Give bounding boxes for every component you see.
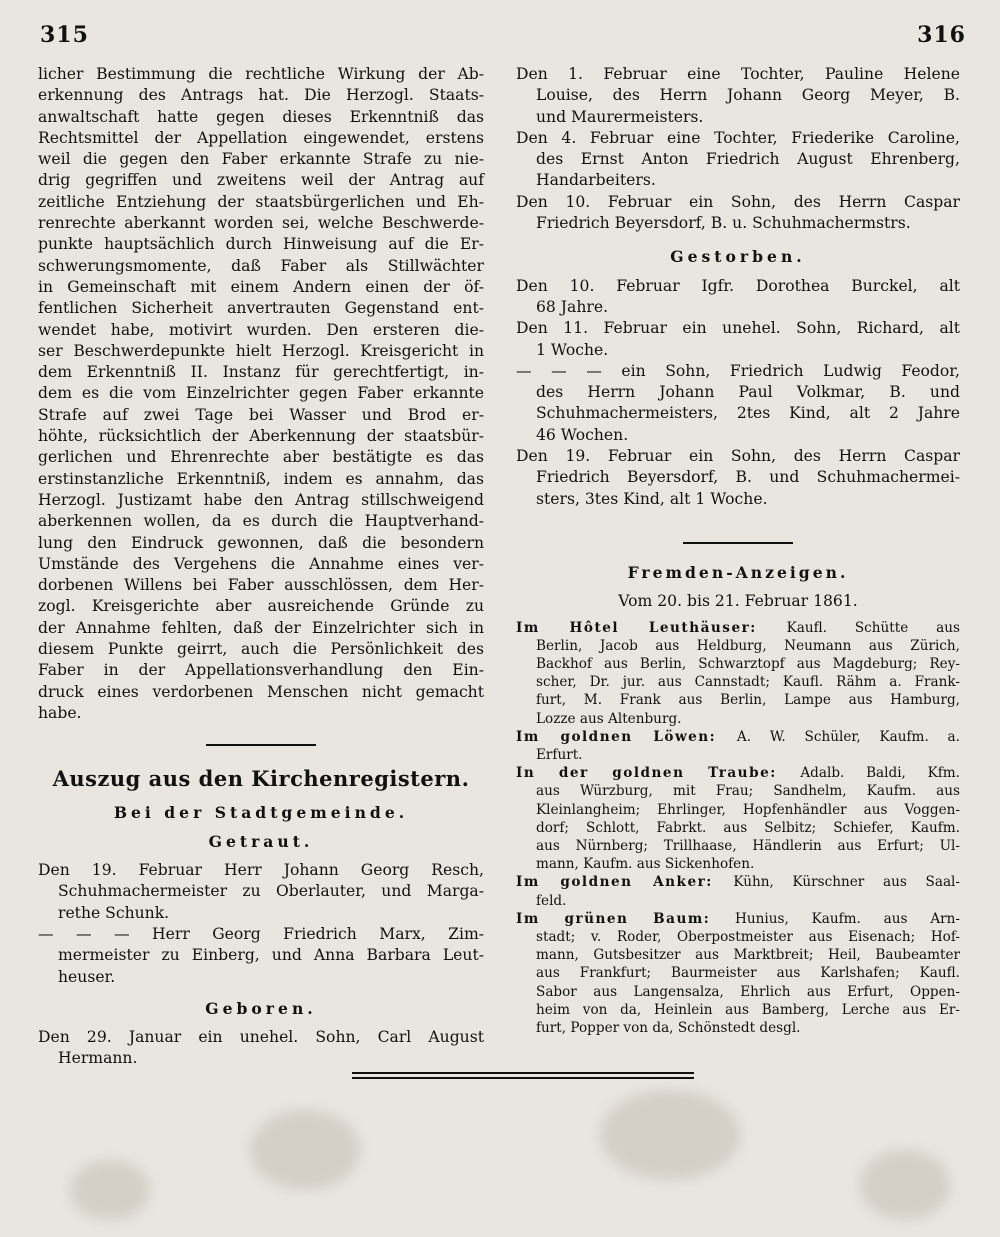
- entry-line: Den 10. Februar Igfr. Dorothea Burckel, alt: [516, 276, 960, 295]
- birth-entry: [516, 192, 960, 235]
- birth-entry: [516, 64, 960, 128]
- paragraph-line: fentlichen Sicherheit anvertrauten Gegenstand ent-: [38, 299, 484, 318]
- entry-line: mermeister zu Einberg, und Anna Barbara Leut-: [58, 946, 484, 965]
- entry-line: Den 4. Februar eine Tochter, Friederike Caroline,: [516, 128, 960, 147]
- page-number-right: 316: [917, 22, 966, 48]
- marriage-entry: [38, 860, 484, 924]
- page-number-left: 315: [40, 22, 89, 48]
- paragraph-line: zogl. Kreisgerichte aber ausreichende Gründe zu: [38, 597, 484, 616]
- entry-line: heuser.: [58, 967, 116, 986]
- paragraph-line: licher Bestimmung die rechtliche Wirkung der Ab-: [38, 65, 484, 83]
- paragraph-line: Umstände des Vergehens die Annahme eines ver-: [38, 554, 484, 573]
- hotel-guest-line: Sabor aus Langensalza, Ehrlich aus Erfurt, Oppen-: [536, 983, 960, 1000]
- court-report-paragraph: [38, 64, 484, 724]
- married-list: [38, 860, 484, 988]
- hotel-guest-line: mann, Kaufm. aus Sickenhofen.: [536, 856, 755, 873]
- hotel-entry: [516, 873, 960, 909]
- hotel-guest-line: Kleinlangheim; Ehrlinger, Hopfenhändler aus Voggen-: [536, 801, 960, 818]
- paragraph-line: aberkennen wollen, da es durch die Hauptverhand-: [38, 512, 484, 531]
- paragraph-line: dem es die vom Einzelrichter gegen Faber erkannte: [38, 384, 484, 403]
- paragraph-line: erstinstanzliche Erkenntniß, indem es annahm, das: [38, 469, 484, 488]
- paragraph-line: punkte hauptsächlich durch Hinweisung auf die Er-: [38, 235, 484, 254]
- hotel-guest-line: dorf; Schlott, Fabrkt. aus Selbitz; Schiefer, Kaufm.: [536, 819, 960, 836]
- paragraph-line: habe.: [38, 703, 82, 722]
- entry-line: sters, 3tes Kind, alt 1 Woche.: [536, 489, 768, 508]
- paragraph-line: weil die gegen den Faber erkannte Strafe zu nie-: [38, 150, 484, 169]
- death-entry: [516, 446, 960, 510]
- paragraph-line: dorbenen Willens bei Faber ausschlössen, dem Her-: [38, 576, 484, 595]
- entry-line: — — — Herr Georg Friedrich Marx, Zim-: [38, 924, 484, 943]
- entry-line: des Herrn Johann Paul Volkmar, B. und: [536, 383, 960, 402]
- hotel-guest-line: Berlin, Jacob aus Heldburg, Neumann aus Zürich,: [536, 637, 960, 654]
- hotel-guests: Adalb. Baldi, Kfm.: [800, 765, 960, 782]
- entry-line: Louise, des Herrn Johann Georg Meyer, B.: [536, 86, 960, 105]
- hotel-guest-line: Lozze aus Altenburg.: [536, 710, 682, 727]
- hotel-first-line: [516, 728, 960, 746]
- left-column: [38, 64, 484, 1070]
- hotel-name: Im Hôtel Leuthäuser:: [516, 619, 787, 636]
- paragraph-line: renrechte aberkannt worden sei, welche Beschwerde-: [38, 214, 484, 233]
- entry-line: Den 29. Januar ein unehel. Sohn, Carl August: [38, 1028, 484, 1047]
- entry-line: Friedrich Beyersdorf, B. und Schuhmachermei-: [536, 468, 960, 487]
- paper-stain: [70, 1160, 150, 1220]
- hotel-guests: Kühn, Kürschner aus Saal-: [733, 874, 960, 891]
- paragraph-line: dem Erkenntniß II. Instanz für gerechtfertigt, in-: [38, 363, 484, 382]
- parish-heading: Bei der Stadtgemeinde.: [113, 802, 409, 822]
- paper-stain: [860, 1150, 950, 1220]
- hotel-guest-line: Erfurt.: [536, 746, 583, 763]
- entry-line: Den 1. Februar eine Tochter, Pauline Helene: [516, 65, 960, 83]
- hotel-entry: [516, 728, 960, 764]
- paragraph-line: Herzogl. Justizamt habe den Antrag stillschweigend: [38, 490, 484, 509]
- paragraph-line: Strafe auf zwei Tage bei Wasser und Brod er-: [38, 405, 484, 424]
- hotel-guest-line: aus Frankfurt; Baurmeister aus Karlshafen; Kaufl.: [536, 965, 960, 982]
- paragraph-line: Faber in der Appellationsverhandlung den Ein-: [38, 661, 484, 680]
- entry-line: rethe Schunk.: [58, 903, 170, 922]
- hotel-guest-line: feld.: [536, 892, 567, 909]
- hotel-first-line: [516, 619, 960, 637]
- hotel-first-line: [516, 873, 960, 891]
- paragraph-line: zeitliche Entziehung der staatsbürgerlichen und Eh-: [38, 192, 484, 211]
- paragraph-line: lung den Eindruck gewonnen, daß die besondern: [38, 533, 484, 552]
- right-column: [516, 64, 960, 1037]
- visitors-dates: Vom 20. bis 21. Februar 1861.: [618, 592, 858, 611]
- entry-line: 1 Woche.: [536, 340, 609, 359]
- paragraph-line: gerlichen und Ehrenrechte aber bestätigte es das: [38, 448, 484, 467]
- paper-stain: [250, 1110, 360, 1190]
- section-divider: [683, 542, 793, 544]
- entry-line: Den 19. Februar Herr Johann Georg Resch,: [38, 861, 484, 880]
- hotel-guest-line: aus Nürnberg; Trillhaase, Händlerin aus Erfurt; Ul-: [536, 837, 960, 854]
- entry-line: Den 19. Februar ein Sohn, des Herrn Caspar: [516, 447, 960, 466]
- hotel-guest-list: [516, 619, 960, 1038]
- hotel-guests: Kaufl. Schütte aus: [786, 619, 960, 636]
- entry-line: Schuhmachermeister zu Oberlauter, und Marga-: [58, 882, 484, 901]
- entry-line: Schuhmachermeisters, 2tes Kind, alt 2 Jahre: [536, 404, 960, 423]
- paragraph-line: höhte, rücksichtlich der Aberkennung der staatsbür-: [38, 427, 484, 446]
- hotel-name: Im grünen Baum:: [516, 910, 735, 927]
- hotel-guests: Hunius, Kaufm. aus Arn-: [735, 910, 960, 927]
- birth-entry: [38, 1027, 484, 1070]
- paragraph-line: schwerungsmomente, daß Faber als Stillwächter: [38, 256, 484, 275]
- paragraph-line: diesem Punkte geirrt, auch die Persönlichkeit des: [38, 640, 484, 659]
- death-entry: [516, 361, 960, 446]
- hotel-entry: [516, 764, 960, 873]
- entry-line: 68 Jahre.: [536, 297, 609, 316]
- paragraph-line: Rechtsmittel der Appellation eingewendet, erstens: [38, 128, 484, 147]
- paragraph-line: ser Beschwerdepunkte hielt Herzogl. Kreisgericht in: [38, 341, 484, 360]
- hotel-guest-line: furt, Popper von da, Schönstedt desgl.: [536, 1020, 801, 1036]
- hotel-entry: [516, 910, 960, 1037]
- hotel-first-line: [516, 764, 960, 782]
- hotel-guest-line: mann, Gutsbesitzer aus Marktbreit; Heil, Baubeamter: [536, 947, 960, 964]
- died-list: [516, 276, 960, 510]
- end-double-rule: [352, 1072, 694, 1082]
- paragraph-line: druck eines verdorbenen Menschen nicht gemacht: [38, 682, 484, 701]
- visitors-title: Fremden-Anzeigen.: [627, 562, 849, 582]
- paragraph-line: wendet habe, motivirt wurden. Den ersteren die-: [38, 320, 484, 339]
- born-list-right: [516, 64, 960, 234]
- hotel-name: Im goldnen Löwen:: [516, 728, 737, 745]
- entry-line: des Ernst Anton Friedrich August Ehrenberg,: [536, 150, 960, 169]
- entry-line: 46 Wochen.: [536, 425, 629, 444]
- marriage-entry: [38, 924, 484, 988]
- entry-line: Handarbeiters.: [536, 171, 656, 190]
- hotel-guest-line: scher, Dr. jur. aus Cannstadt; Kaufl. Rähm a. Frank-: [536, 674, 960, 691]
- entry-line: Den 10. Februar ein Sohn, des Herrn Caspar: [516, 192, 960, 211]
- paragraph-line: anwaltschaft hatte gegen dieses Erkenntniß das: [38, 107, 484, 126]
- entry-line: Hermann.: [58, 1049, 138, 1068]
- hotel-guests: A. W. Schüler, Kaufm. a.: [736, 728, 960, 745]
- paragraph-line: in Gemeinschaft mit einem Andern einen der öf-: [38, 277, 484, 296]
- paragraph-line: erkennung des Antrags hat. Die Herzogl. Staats-: [38, 86, 484, 105]
- paragraph-line: der Annahme fehlten, daß der Einzelrichter sich in: [38, 618, 484, 637]
- paper-stain: [600, 1090, 740, 1180]
- death-entry: [516, 276, 960, 319]
- section-divider: [206, 744, 316, 746]
- hotel-name: In der goldnen Traube:: [516, 765, 801, 782]
- death-entry: [516, 318, 960, 361]
- hotel-name: Im goldnen Anker:: [516, 874, 734, 891]
- hotel-first-line: [516, 910, 960, 928]
- hotel-guest-line: Backhof aus Berlin, Schwarztopf aus Magdeburg; Rey-: [536, 655, 960, 672]
- hotel-guest-line: furt, M. Frank aus Berlin, Lampe aus Hamburg,: [536, 692, 960, 709]
- hotel-guest-line: aus Würzburg, mit Frau; Sandhelm, Kaufm. aus: [536, 783, 960, 800]
- entry-line: und Maurermeisters.: [536, 107, 704, 126]
- hotel-guest-line: heim von da, Heinlein aus Bamberg, Lerche aus Er-: [536, 1001, 960, 1018]
- married-heading: Getraut.: [208, 831, 314, 851]
- hotel-guest-line: stadt; v. Roder, Oberpostmeister aus Eisenach; Hof-: [536, 928, 960, 945]
- entry-line: Den 11. Februar ein unehel. Sohn, Richard, alt: [516, 319, 960, 338]
- entry-line: — — — ein Sohn, Friedrich Ludwig Feodor,: [516, 361, 960, 380]
- hotel-entry: [516, 619, 960, 728]
- church-register-title: Auszug aus den Kirchenregistern.: [52, 766, 470, 792]
- born-list-left: [38, 1027, 484, 1070]
- birth-entry: [516, 128, 960, 192]
- died-heading: Gestorben.: [670, 247, 806, 267]
- born-heading-left: Geboren.: [205, 998, 317, 1018]
- paragraph-line: drig gegriffen und zweitens weil der Antrag auf: [38, 171, 484, 190]
- entry-line: Friedrich Beyersdorf, B. u. Schuhmachermstrs.: [536, 214, 911, 233]
